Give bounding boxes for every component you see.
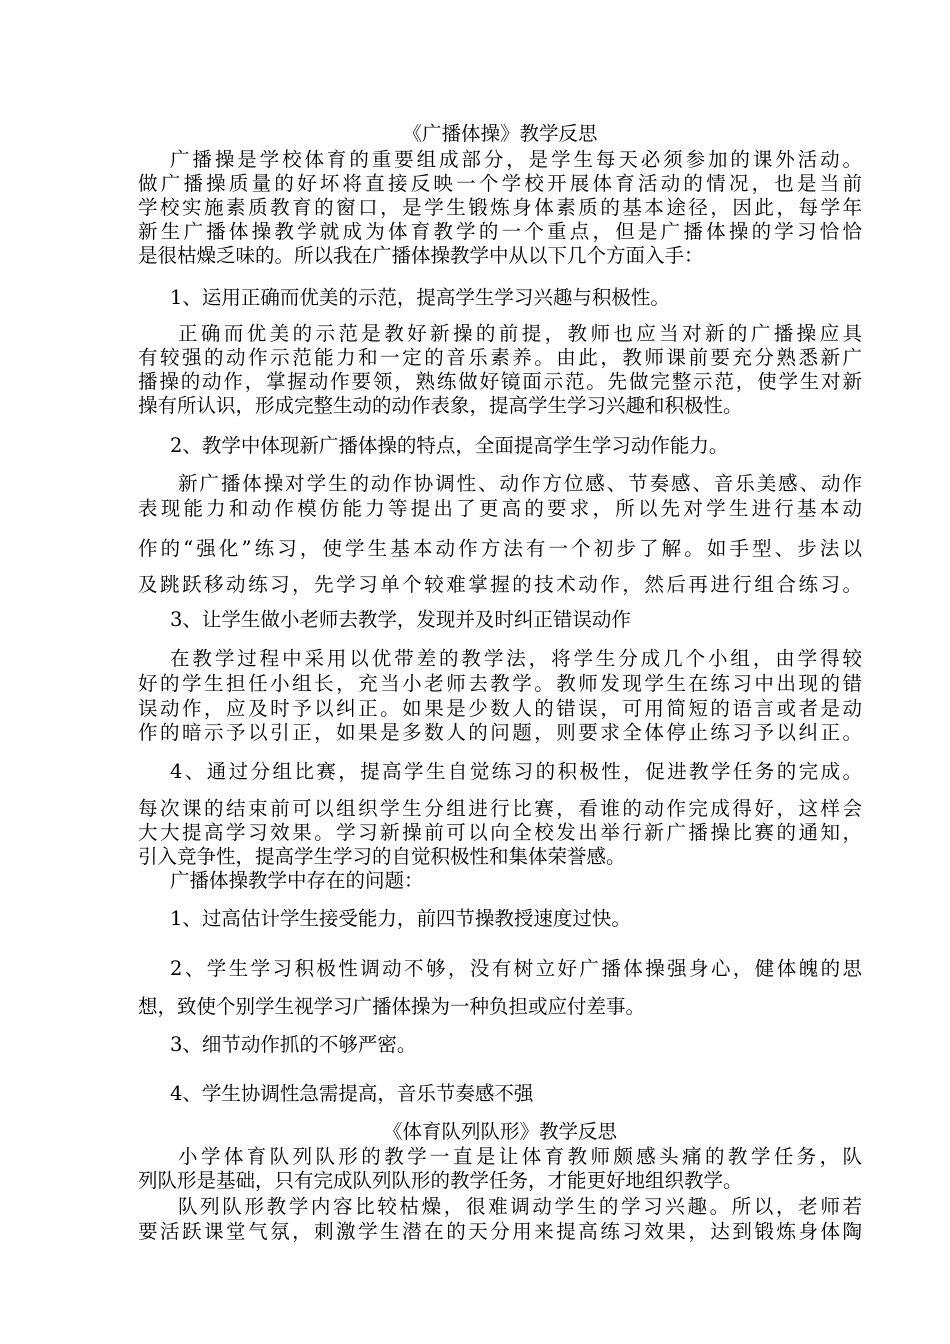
paragraph-line: 误动作，应及时予以纠正。如果是少数人的错误，可用简短的语言或者是动: [138, 697, 862, 720]
problem-item: 3、细节动作抓的不够严密。: [170, 1033, 417, 1056]
doc-title: 《广播体操》教学反思: [402, 122, 598, 145]
paragraph-line: 大大提高学习效果。学习新操前可以向全校发出举行新广播操比赛的通知，: [138, 821, 862, 844]
paragraph-line: 学校实施素质教育的窗口，是学生锻炼身体素质的基本途径，因此，每学年: [138, 196, 862, 219]
paragraph-line: 列队形是基础，只有完成队列队形的教学任务，才能更好地组织教学。: [138, 1169, 743, 1192]
paragraph-line: 广播操是学校体育的重要组成部分，是学生每天必须参加的课外活动。: [170, 148, 862, 171]
section-heading: 2、教学中体现新广播体操的特点，全面提高学生学习动作能力。: [170, 434, 729, 457]
paragraph-line: 队列队形教学内容比较枯燥，很难调动学生的学习兴趣。所以，老师若: [178, 1195, 862, 1218]
paragraph-line: 新广播体操对学生的动作协调性、动作方位感、节奏感、音乐美感、动作: [178, 472, 862, 495]
paragraph-line: 引入竞争性，提高学生学习的自觉积极性和集体荣誉感。: [138, 845, 626, 868]
paragraph-line: 做广播操质量的好坏将直接反映一个学校开展体育活动的情况，也是当前: [138, 172, 862, 195]
paragraph-line: 及跳跃移动练习，先学习单个较难掌握的技术动作，然后再进行组合练习。: [138, 573, 862, 596]
problem-item: 2、学生学习积极性调动不够，没有树立好广播体操强身心，健体魄的思: [170, 957, 862, 980]
paragraph-line: 操有所认识，形成完整生动的动作表象，提高学生学习兴趣和积极性。: [138, 394, 743, 417]
paragraph-line: 作的暗示予以引正，如果是多数人的问题，则要求全体停止练习予以纠正。: [138, 721, 862, 744]
paragraph-line: 有较强的动作示范能力和一定的音乐素养。由此，教师课前要充分熟悉新广: [138, 346, 862, 369]
paragraph-line: 新生广播体操教学就成为体育教学的一个重点，但是广播体操的学习恰恰: [138, 220, 862, 243]
problems-heading: 广播体操教学中存在的问题：: [170, 869, 424, 892]
paragraph-line: 在教学过程中采用以优带差的教学法，将学生分成几个小组，由学得较: [170, 647, 862, 670]
paragraph-line: 要活跃课堂气氛，刺激学生潜在的天分用来提高练习效果，达到锻炼身体陶: [138, 1220, 862, 1243]
paragraph-line: 小学体育队列队形的教学一直是让体育教师颇感头痛的教学任务，队: [178, 1145, 862, 1168]
paragraph-line: 播操的动作，掌握动作要领，熟练做好镜面示范。先做完整示范，使学生对新: [138, 370, 862, 393]
paragraph-line: 是很枯燥乏味的。所以我在广播体操教学中从以下几个方面入手：: [138, 244, 704, 267]
problem-item: 4、学生协调性急需提高，音乐节奏感不强: [170, 1082, 534, 1105]
problem-item: 想，致使个别学生视学习广播体操为一种负担或应付差事。: [138, 995, 646, 1018]
doc-title-2: 《体育队列队形》教学反思: [382, 1120, 617, 1143]
paragraph-line: 正确而优美的示范是教好新操的前提，教师也应当对新的广播操应具: [178, 322, 862, 345]
section-heading: 4、通过分组比赛，提高学生自觉练习的积极性，促进教学任务的完成。: [170, 760, 862, 783]
paragraph-line: 作的“强化”练习，使学生基本动作方法有一个初步了解。如手型、步法以: [138, 537, 862, 560]
section-heading: 1、运用正确而优美的示范，提高学生学习兴趣与积极性。: [170, 286, 670, 309]
paragraph-line: 表现能力和动作模仿能力等提出了更高的要求，所以先对学生进行基本动: [138, 497, 862, 520]
problem-item: 1、过高估计学生接受能力，前四节操教授速度过快。: [170, 907, 631, 930]
paragraph-line: 好的学生担任小组长，充当小老师去教学。教师发现学生在练习中出现的错: [138, 672, 862, 695]
paragraph-line: 每次课的结束前可以组织学生分组进行比赛，看谁的动作完成得好，这样会: [138, 797, 862, 820]
section-heading: 3、让学生做小老师去教学，发现并及时纠正错误动作: [170, 608, 631, 631]
